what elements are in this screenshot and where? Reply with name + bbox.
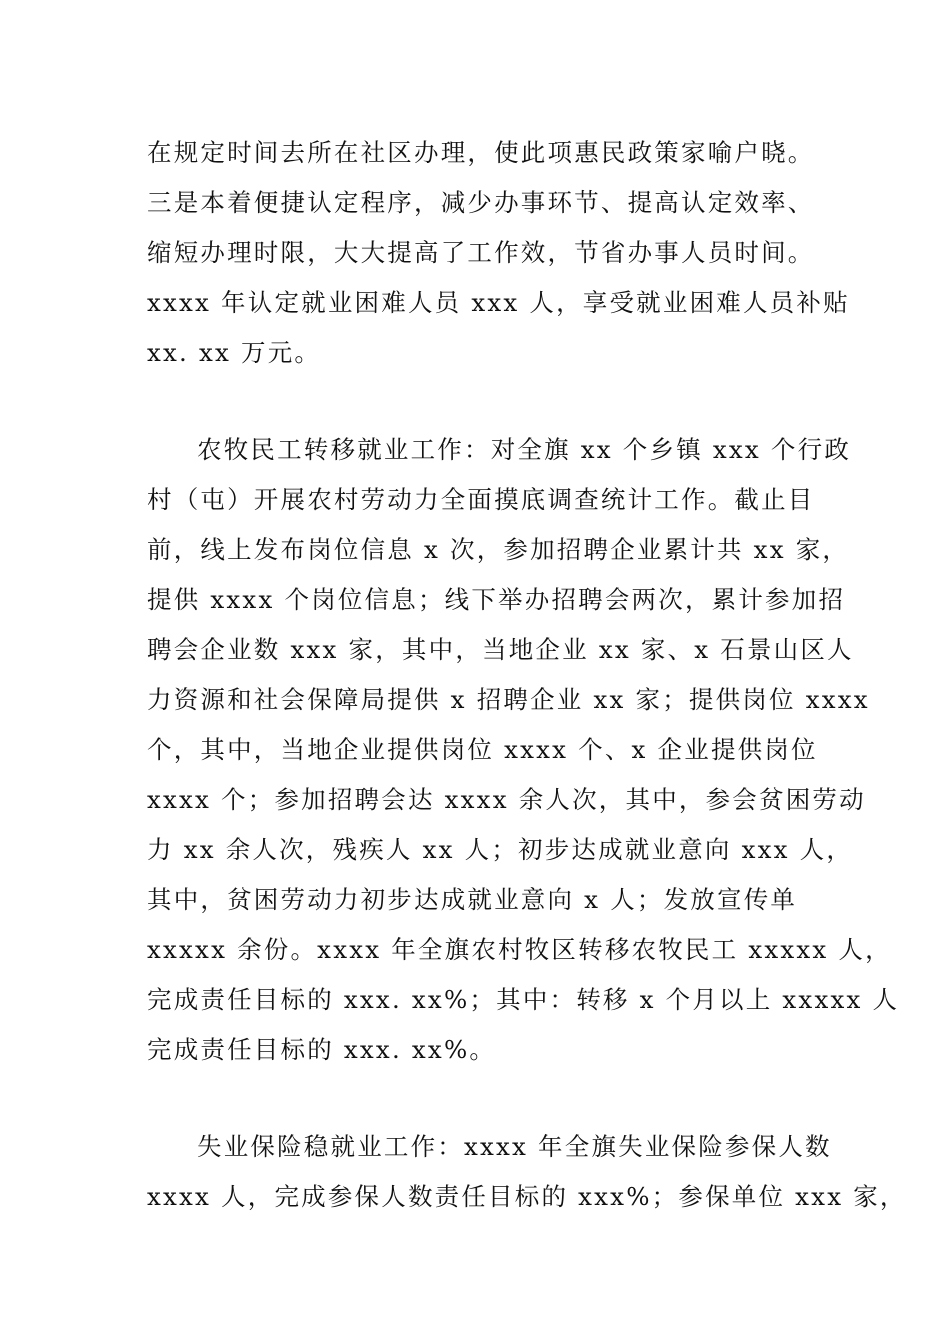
paragraph-2-line-13: 完成责任目标的 xxx. xx%。 <box>147 1035 497 1064</box>
paragraph-2-line-6: 力资源和社会保障局提供 x 招聘企业 xx 家；提供岗位 xxxx <box>147 685 870 714</box>
paragraph-1-line-3: 缩短办理时限，大大提高了工作效，节省办事人员时间。 <box>147 238 815 267</box>
paragraph-2-line-5: 聘会企业数 xxx 家，其中，当地企业 xx 家、x 石景山区人 <box>147 635 854 664</box>
paragraph-3-line-1: 失业保险稳就业工作：xxxx 年全旗失业保险参保人数 <box>197 1132 832 1161</box>
paragraph-1-line-4: xxxx 年认定就业困难人员 xxx 人，享受就业困难人员补贴 <box>147 288 850 317</box>
paragraph-2-line-4: 提供 xxxx 个岗位信息；线下举办招聘会两次，累计参加招 <box>147 585 846 614</box>
paragraph-1-line-5: xx. xx 万元。 <box>147 338 322 367</box>
paragraph-1-line-2: 三是本着便捷认定程序，减少办事环节、提高认定效率、 <box>147 188 815 217</box>
paragraph-2-line-1: 农牧民工转移就业工作：对全旗 xx 个乡镇 xxx 个行政 <box>197 435 852 464</box>
paragraph-2-line-3: 前，线上发布岗位信息 x 次，参加招聘企业累计共 xx 家， <box>147 535 850 564</box>
paragraph-2-line-2: 村（屯）开展农村劳动力全面摸底调查统计工作。截止目 <box>147 485 815 514</box>
paragraph-2-line-7: 个，其中，当地企业提供岗位 xxxx 个、x 企业提供岗位 <box>147 735 818 764</box>
paragraph-2-line-9: 力 xx 余人次，残疾人 xx 人；初步达成就业意向 xxx 人， <box>147 835 854 864</box>
paragraph-3-line-2: xxxx 人，完成参保人数责任目标的 xxx%；参保单位 xxx 家， <box>147 1182 907 1211</box>
paragraph-2-line-8: xxxx 个；参加招聘会达 xxxx 余人次，其中，参会贫困劳动 <box>147 785 866 814</box>
paragraph-2-line-12: 完成责任目标的 xxx. xx%；其中：转移 x 个月以上 xxxxx 人 <box>147 985 900 1014</box>
paragraph-2-line-10: 其中，贫困劳动力初步达成就业意向 x 人；发放宣传单 <box>147 885 798 914</box>
paragraph-1-line-1: 在规定时间去所在社区办理，使此项惠民政策家喻户晓。 <box>147 138 815 167</box>
paragraph-2-line-11: xxxxx 余份。xxxx 年全旗农村牧区转移农牧民工 xxxxx 人， <box>147 935 892 964</box>
